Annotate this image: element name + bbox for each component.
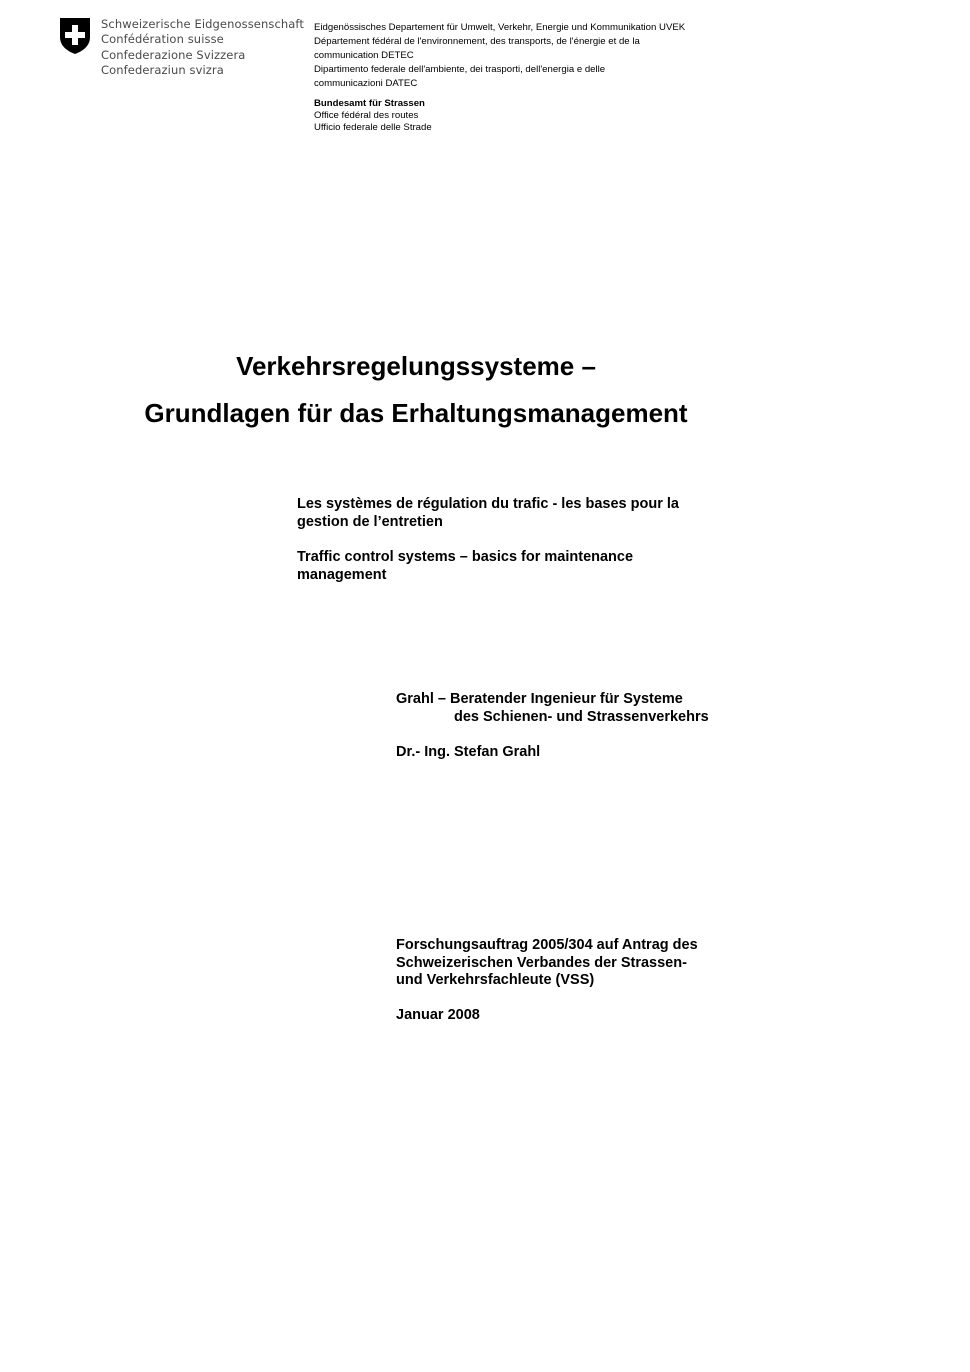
subtitle-english (297, 549, 737, 584)
confederation-name-de: Schweizerische Eidgenossenschaft (101, 17, 304, 31)
confederation-names (101, 17, 304, 78)
subtitle-french-line2: gestion de l’entretien (297, 513, 443, 530)
confederation-name-it: Confederazione Svizzera (101, 47, 246, 62)
document-title-line2: Grundlagen für das Erhaltungsmanagement (144, 398, 688, 428)
subtitle-french (297, 496, 737, 531)
mandate-line3: und Verkehrsfachleute (VSS) (396, 972, 595, 988)
department-header (314, 21, 734, 91)
author-firm-line2: des Schienen- und Strassenverkehrs (454, 709, 709, 725)
mandate-line1: Forschungsauftrag 2005/304 auf Antrag des (396, 937, 698, 953)
department-line: Département fédéral de l'environnement, des transports, de l'énergie et de la (314, 36, 640, 47)
subtitle-english-line2: management (297, 566, 387, 583)
publication-date: Januar 2008 (396, 1007, 480, 1023)
research-mandate (396, 937, 756, 990)
swiss-coat-of-arms-icon (58, 17, 92, 55)
subtitle-english-line1: Traffic control systems – basics for maintenance (297, 549, 634, 565)
confederation-name-fr: Confédération suisse (101, 32, 224, 47)
mandate-line2: Schweizerischen Verbandes der Strassen- (396, 954, 687, 971)
department-line: communication DETEC (314, 50, 414, 61)
confederation-name-rm: Confederaziun svizra (101, 62, 224, 77)
department-line: Eidgenössisches Departement für Umwelt, Verkehr, Energie und Kommunikation UVEK (314, 22, 686, 33)
author-name: Dr.- Ing. Stefan Grahl (396, 744, 541, 760)
author-firm-line1: Grahl – Beratender Ingenieur für Systeme (396, 691, 683, 707)
subtitle-french-line1: Les systèmes de régulation du trafic - les bases pour la (297, 496, 679, 512)
office-name-it: Ufficio federale delle Strade (314, 122, 432, 133)
department-line: Dipartimento federale dell'ambiente, dei trasporti, dell'energia e delle (314, 64, 606, 75)
office-name-fr: Office fédéral des routes (314, 110, 419, 121)
office-name-de: Bundesamt für Strassen (314, 98, 425, 109)
document-title-line1: Verkehrsregelungssysteme – (236, 351, 596, 381)
federal-office (314, 98, 614, 134)
department-line: communicazioni DATEC (314, 78, 418, 89)
